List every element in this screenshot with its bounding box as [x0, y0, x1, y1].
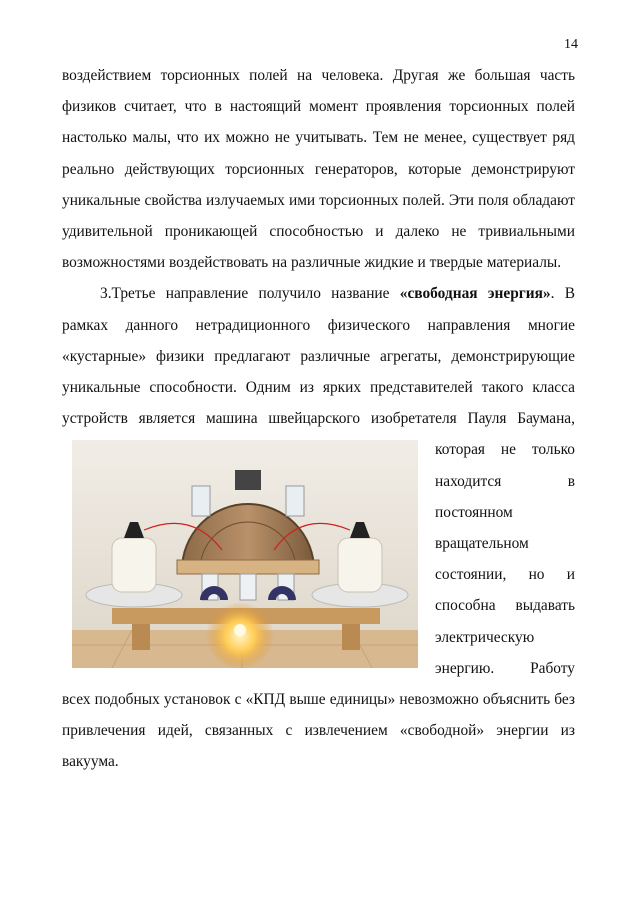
lamp-bulb — [234, 624, 246, 636]
page-number: 14 — [564, 37, 578, 52]
free-energy-term: «свободная энергия» — [399, 285, 551, 303]
paragraph-2 — [62, 278, 575, 777]
top-coil — [235, 470, 261, 490]
right-insulator — [338, 538, 382, 592]
body-text — [62, 60, 575, 778]
base-leg-left — [132, 624, 150, 650]
paragraph-2-lead: 3.Третье направление получило название — [100, 285, 400, 303]
bauman-machine-photo — [72, 440, 418, 668]
base-leg-right — [342, 624, 360, 650]
glass-jar-left — [192, 486, 210, 516]
paragraph-1: воздействием торсионных полей на человека. Другая же большая часть физиков считает, что в настоящий момент проявления торсионных полей настолько малы, что их можно не учитывать. Тем не менее, существует ряд реально действующих торсионных генераторов, которые демонстрируют уникальные свойства излучаемых ими торсионных полей. Эти поля обладают удивительной проникающей способностью и далеко не тривиальными возможностями воздействовать на различные жидкие и твердые материалы. — [62, 67, 575, 272]
paragraph-2-tail-wrapped: находится в постоянном вращательном состоянии, но и способна выдавать электрическую энергию. Работу всех подобных установок с «КПД выше единицы» невозможно объяснить без привлечения идей, связанных с извлечением «свободной» энергии из вакуума. — [62, 472, 575, 771]
machine-illustration — [72, 440, 418, 668]
cross-beam — [177, 560, 319, 574]
left-insulator — [112, 538, 156, 592]
paragraph-2-tail-start: . В рамках данного нетрадиционного физического направления многие «кустарные» физики предлагают различные агрегаты, демонстрирующие уникальные способности. Одним из ярких представителей такого класса устройств является машина швейцарского изобретателя Пауля Баумана, которая не только — [62, 285, 575, 459]
glass-jar-right — [286, 486, 304, 516]
small-jar-2 — [240, 574, 256, 600]
